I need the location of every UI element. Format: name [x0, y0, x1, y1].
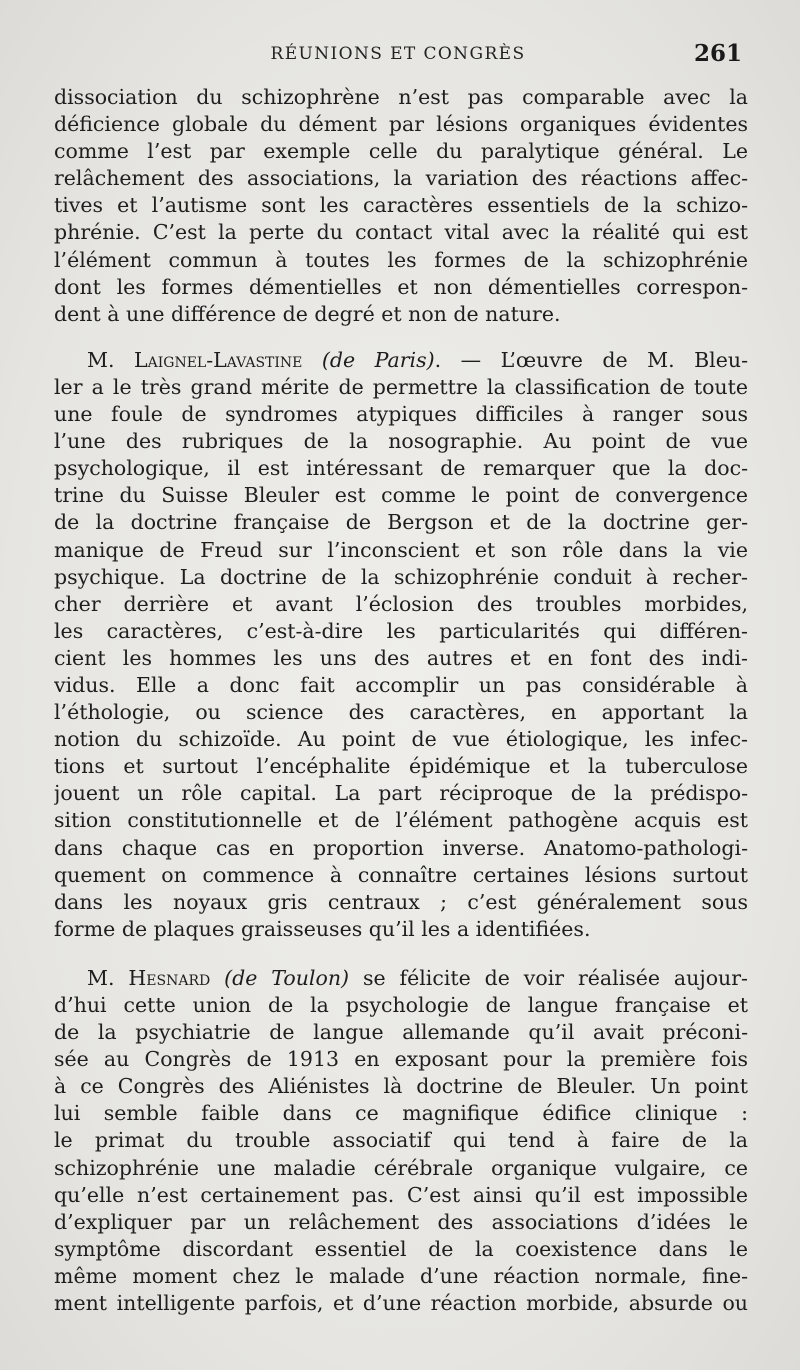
text-line: l’éthologie, ou science des caractères, en apportant la — [54, 700, 748, 725]
page-number: 261 — [693, 40, 742, 67]
running-title: RÉUNIONS ET CONGRÈS — [270, 44, 526, 64]
text-line: le primat du trouble associatif qui tend à faire de la — [54, 1128, 748, 1153]
speaker-prefix: M. — [87, 347, 135, 372]
text-line: cient les hommes les uns des autres et en font des indi- — [54, 645, 748, 670]
paragraph-3 — [54, 965, 748, 1317]
text-line: même moment chez le malade d’une réaction normale, fine- — [54, 1263, 748, 1288]
text-line: déficience globale du dément par lésions organiques évidentes — [54, 112, 748, 137]
paragraph-1 — [54, 84, 748, 328]
text-line: l’élément commun à toutes les formes de la schizophrénie — [54, 247, 748, 272]
paragraph-first-line — [54, 347, 748, 374]
text-line: une foule de syndromes atypiques difficiles à ranger sous — [54, 402, 748, 427]
text-line: schizophrénie une maladie cérébrale organique vulgaire, ce — [54, 1155, 748, 1180]
text-line: les caractères, c’est-à-dire les particularités qui différen- — [54, 618, 748, 643]
speaker-prefix: M. — [87, 965, 129, 990]
text-line: comme l’est par exemple celle du paralytique général. Le — [54, 139, 748, 164]
text-line: psychologique, il est intéressant de remarquer que la doc- — [54, 456, 748, 481]
text-line: psychique. La doctrine de la schizophrénie conduit à recher- — [54, 564, 748, 589]
text-line: ment intelligente parfois, et d’une réaction morbide, absurde ou — [54, 1291, 748, 1316]
text-line: d’expliquer par un relâchement des associations d’idées le — [54, 1209, 748, 1234]
speaker-place: (de Toulon) — [224, 965, 350, 990]
text-line: dans chaque cas en proportion inverse. Anatomo-pathologi- — [54, 835, 748, 860]
text-line: vidus. Elle a donc fait accomplir un pas considérable à — [54, 672, 748, 697]
text-line: dans les noyaux gris centraux ; c’est généralement sous — [54, 889, 748, 914]
text-line: trine du Suisse Bleuler est comme le point de convergence — [54, 483, 748, 508]
paragraph-first-line — [54, 965, 748, 992]
body-text — [54, 84, 748, 1317]
text-line: sée au Congrès de 1913 en exposant pour la première fois — [54, 1047, 748, 1072]
speaker-place: (de Paris) — [321, 347, 435, 372]
text-line: tions et surtout l’encéphalite épidémique et la tuberculose — [54, 754, 748, 779]
page-header — [56, 40, 740, 80]
text-line: notion du schizoïde. Au point de vue étiologique, les infec- — [54, 727, 748, 752]
text-line: qu’elle n’est certainement pas. C’est ainsi qu’il est impossible — [54, 1182, 748, 1207]
text-line: cher derrière et avant l’éclosion des troubles morbides, — [54, 591, 748, 616]
text-line: ler a le très grand mérite de permettre la classification de toute — [54, 374, 748, 399]
paragraph-2 — [54, 347, 748, 943]
text-line: manique de Freud sur l’inconscient et son rôle dans la vie — [54, 537, 748, 562]
text-line: dent à une différence de degré et non de nature. — [54, 301, 561, 326]
text-line: de la doctrine française de Bergson et de la doctrine ger- — [54, 510, 748, 535]
text-line: tives et l’autisme sont les caractères essentiels de la schizo- — [54, 193, 748, 218]
speaker-name: Laignel-Lavastine — [134, 347, 303, 372]
text-line: jouent un rôle capital. La part réciproque de la prédispo- — [54, 781, 748, 806]
text-line: forme de plaques graisseuses qu’il les a identifiées. — [54, 916, 591, 941]
text-line: l’une des rubriques de la nosographie. Au point de vue — [54, 429, 748, 454]
text-line: d’hui cette union de la psychologie de langue française et — [54, 993, 748, 1017]
speaker-name: Hesnard — [128, 965, 211, 990]
text-line: à ce Congrès des Aliénistes là doctrine de Bleuler. Un point — [54, 1074, 748, 1099]
text-line: lui semble faible dans ce magnifique édifice clinique : — [54, 1101, 748, 1126]
text-line: symptôme discordant essentiel de la coexistence dans le — [54, 1236, 748, 1261]
text-line: dissociation du schizophrène n’est pas comparable avec la — [54, 85, 748, 109]
text-line: relâchement des associations, la variation des réactions affec- — [54, 166, 748, 191]
text-line: quement on commence à connaître certaines lésions surtout — [54, 862, 748, 887]
first-line-text: . — L’œuvre de M. Bleu- — [434, 347, 748, 372]
text-line: de la psychiatrie de langue allemande qu’il avait préconi- — [54, 1020, 748, 1045]
first-line-text: se félicite de voir réalisée aujour- — [349, 965, 748, 990]
text-line: sition constitutionnelle et de l’élément pathogène acquis est — [54, 808, 748, 833]
text-line: phrénie. C’est la perte du contact vital avec la réalité qui est — [54, 220, 748, 245]
text-line: dont les formes démentielles et non démentielles correspon- — [54, 274, 748, 299]
